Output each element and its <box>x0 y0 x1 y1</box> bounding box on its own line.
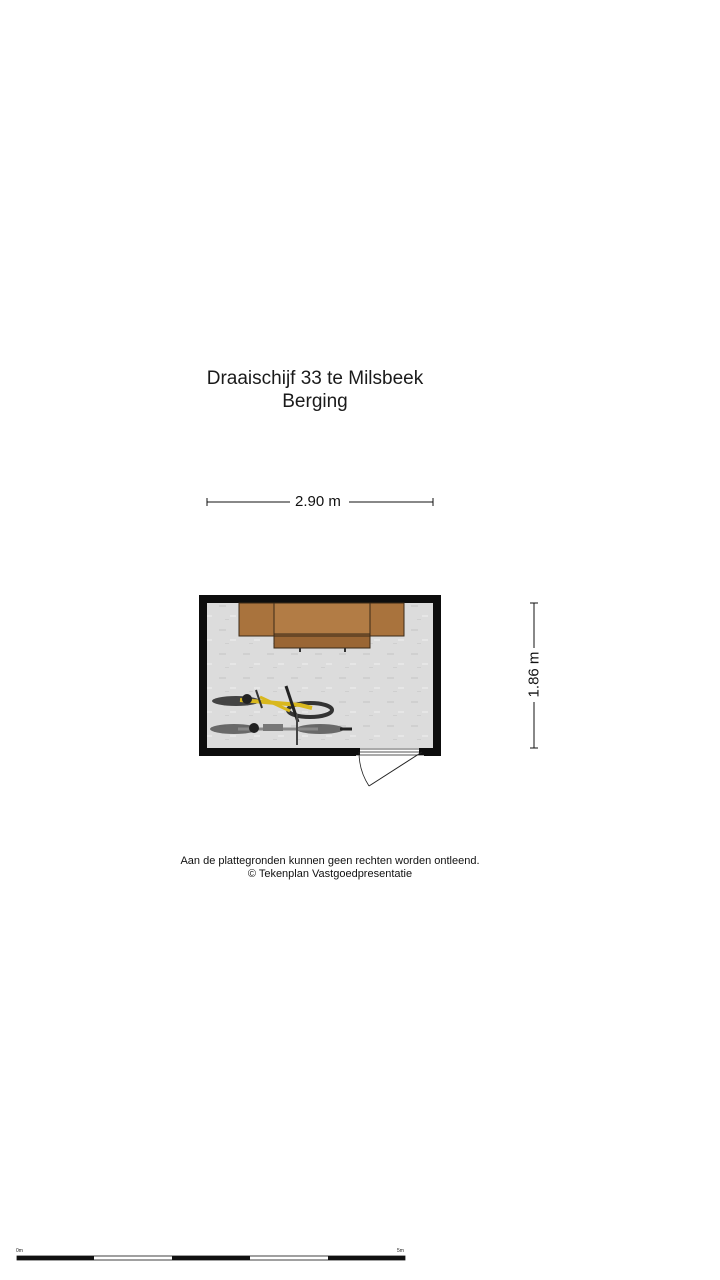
disclaimer-text: Aan de plattegronden kunnen geen rechten worden ontleend. <box>180 855 480 867</box>
scale-start-label: 0m <box>16 1248 23 1254</box>
copyright-text: © Tekenplan Vastgoedpresentatie <box>247 868 413 880</box>
width-dimension-label: 2.90 m <box>292 493 344 510</box>
plan-address-title: Draaischijf 33 te Milsbeek <box>206 368 424 389</box>
plan-room-title: Berging <box>282 391 348 412</box>
scale-end-label: 5m <box>397 1248 404 1254</box>
scale-bar <box>17 1256 405 1260</box>
depth-dimension-label: 1.86 m <box>525 651 543 698</box>
door-swing-icon <box>359 752 422 786</box>
